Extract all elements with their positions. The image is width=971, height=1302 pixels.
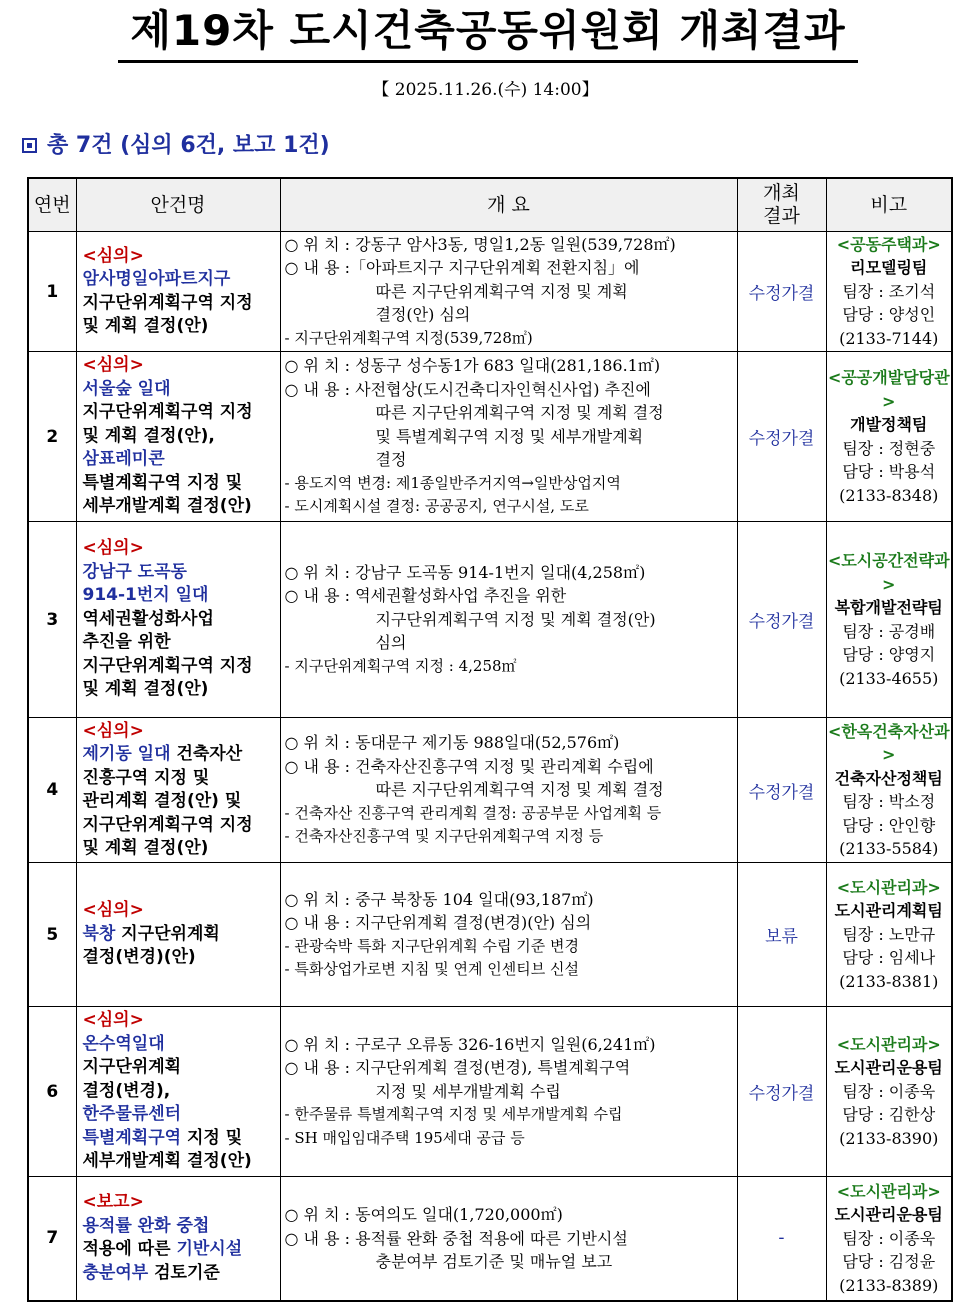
agenda-overview	[280, 352, 737, 522]
contact-note	[826, 1007, 952, 1177]
overview-line: ○ 내 용 : 사전협상(도시건축디자인혁신사업) 추진에	[284, 379, 651, 399]
agenda-table	[27, 177, 953, 1302]
agenda-overview	[280, 1007, 737, 1177]
page-title: 제19차 도시건축공동위원회 개최결과	[130, 6, 846, 55]
staff-contact: 담당 : 박용석	[842, 462, 936, 481]
header-note: 비고	[826, 178, 952, 232]
agenda-name-line: 결정(변경)(안)	[82, 947, 196, 968]
phone-number: (2133-8390)	[839, 1128, 939, 1148]
overview-line: ○ 내 용 : 지구단위계획 결정(변경)(안) 심의	[284, 913, 592, 932]
row-number: 3	[28, 522, 76, 718]
agenda-name-line: <심의>	[82, 900, 144, 921]
team-name: 리모델링팀	[850, 258, 928, 278]
phone-number: (2133-8381)	[839, 971, 939, 991]
overview-line: - 용도지역 변경: 제1종일반주거지역→일반상업지역	[284, 473, 621, 492]
row-number: 7	[28, 1177, 76, 1301]
overview-line: - 건축자산진흥구역 및 지구단위계획구역 지정 등	[284, 827, 604, 846]
agenda-name	[76, 1177, 280, 1301]
overview-line: ○ 위 치 : 동대문구 제기동 988일대(52,576㎡)	[284, 733, 620, 753]
agenda-name-line: <심의>	[82, 245, 144, 266]
team-lead: 팀장 : 이종욱	[842, 1228, 936, 1248]
agenda-name-line: 제기동 일대 건축자산	[82, 744, 243, 764]
contact-note	[826, 718, 952, 863]
contact-note	[826, 1177, 952, 1301]
table-header-row	[28, 178, 952, 232]
row-number: 4	[28, 718, 76, 863]
overview-line: 결정(안) 심의	[375, 305, 471, 325]
agenda-name-line: 특별계획구역 지정 및	[82, 1127, 243, 1148]
agenda-name-line: 지구단위계획구역 지정	[82, 655, 253, 676]
summary-line	[22, 128, 330, 159]
staff-contact: 담당 : 김정윤	[842, 1252, 936, 1271]
agenda-overview	[280, 1177, 737, 1301]
agenda-name-line: 암사명일아파트지구	[82, 269, 231, 289]
overview-line: 따른 지구단위계획구역 지정 및 계획 결정	[375, 403, 664, 423]
overview-line: - 관광숙박 특화 지구단위계획 수립 기준 변경	[284, 936, 579, 955]
agenda-name-line: <보고>	[82, 1192, 144, 1213]
team-name: 건축자산정책팀	[834, 768, 943, 788]
phone-number: (2133-8348)	[839, 485, 939, 505]
table-row	[28, 522, 952, 718]
team-name: 도시관리계획팀	[834, 901, 943, 921]
agenda-name-line: <심의>	[82, 538, 144, 559]
contact-note	[826, 352, 952, 522]
row-number: 2	[28, 352, 76, 522]
agenda-name-line: 한주물류센터	[82, 1104, 182, 1125]
overview-line: - SH 매입임대주택 195세대 공급 등	[284, 1128, 525, 1147]
overview-line: ○ 위 치 : 강남구 도곡동 914-1번지 일대(4,258㎡)	[284, 562, 646, 582]
agenda-name-line: 및 계획 결정(안)	[82, 679, 209, 700]
contact-note	[826, 522, 952, 718]
team-lead: 팀장 : 박소정	[842, 792, 936, 811]
overview-line: - 지구단위계획구역 지정 : 4,258㎡	[284, 656, 517, 675]
agenda-name-line: 지구단위계획구역 지정	[82, 292, 253, 313]
overview-line: ○ 내 용 :「아파트지구 지구단위계획 전환지침」에	[284, 258, 640, 278]
agenda-name-line: 적용에 따른 기반시설	[82, 1239, 243, 1260]
team-lead: 팀장 : 노만규	[842, 924, 936, 944]
title-underline	[118, 60, 858, 63]
phone-number: (2133-4655)	[839, 668, 939, 688]
overview-line: ○ 내 용 : 역세권활성화사업 추진을 위한	[284, 586, 567, 606]
overview-line: - 도시계획시설 결정: 공공공지, 연구시설, 도로	[284, 497, 589, 516]
agenda-overview	[280, 232, 737, 352]
agenda-name-line: 및 계획 결정(안)	[82, 838, 209, 858]
row-number: 6	[28, 1007, 76, 1177]
table-row	[28, 352, 952, 522]
staff-contact: 담당 : 양성인	[842, 305, 936, 325]
phone-number: (2133-8389)	[839, 1275, 939, 1295]
agenda-name	[76, 863, 280, 1007]
agenda-name-line: <심의>	[82, 1010, 144, 1031]
overview-line: - 한주물류 특별계획구역 지정 및 세부개발계획 수립	[284, 1105, 623, 1124]
department-name: <도시관리과>	[836, 1181, 941, 1201]
overview-line: 충분여부 검토기준 및 매뉴얼 보고	[375, 1252, 613, 1271]
agenda-name-line: 충분여부 검토기준	[82, 1262, 220, 1283]
square-bullet-icon	[22, 138, 37, 153]
agenda-name-line: 용적률 완화 중첩	[82, 1215, 210, 1236]
department-name: <한옥건축자산과>	[827, 721, 950, 764]
meeting-result: 수정가결	[737, 522, 826, 718]
agenda-overview	[280, 522, 737, 718]
meeting-result: 수정가결	[737, 1007, 826, 1177]
row-number: 5	[28, 863, 76, 1007]
overview-line: 지정 및 세부개발계획 수립	[375, 1081, 561, 1101]
agenda-name-line: 지구단위계획구역 지정	[82, 402, 253, 423]
header-no: 연번	[28, 178, 76, 232]
department-name: <도시관리과>	[836, 1034, 941, 1054]
staff-contact: 담당 : 안인향	[842, 815, 936, 835]
department-name: <공공개발담당관>	[827, 368, 950, 411]
agenda-name-line: 강남구 도곡동	[82, 561, 187, 582]
overview-line: ○ 내 용 : 지구단위계획 결정(변경), 특별계획구역	[284, 1058, 631, 1078]
meeting-result: 수정가결	[737, 232, 826, 352]
agenda-name-line: 삼표레미콘	[82, 449, 165, 470]
overview-line: ○ 내 용 : 건축자산진흥구역 지정 및 관리계획 수립에	[284, 756, 654, 776]
department-name: <도시공간전략과>	[827, 551, 950, 594]
overview-line: ○ 위 치 : 성동구 성수동1가 683 일대(281,186.1㎡)	[284, 356, 661, 376]
agenda-name	[76, 232, 280, 352]
table-row	[28, 718, 952, 863]
agenda-name-line: 관리계획 결정(안) 및	[82, 791, 242, 811]
contact-note	[826, 232, 952, 352]
agenda-overview	[280, 718, 737, 863]
staff-contact: 담당 : 김한상	[842, 1105, 936, 1125]
meeting-result: 보류	[737, 863, 826, 1007]
contact-note	[826, 863, 952, 1007]
team-lead: 팀장 : 이종욱	[842, 1081, 936, 1101]
team-lead: 팀장 : 조기석	[842, 281, 936, 301]
team-lead: 팀장 : 정현중	[842, 438, 936, 458]
phone-number: (2133-5584)	[839, 839, 939, 858]
overview-line: ○ 위 치 : 중구 북창동 104 일대(93,187㎡)	[284, 889, 594, 909]
header-overview: 개 요	[280, 178, 737, 232]
team-name: 도시관리운용팀	[834, 1058, 943, 1078]
summary-text: 총 7건 (심의 6건, 보고 1건)	[47, 133, 330, 158]
agenda-name-line: 지구단위계획	[82, 1057, 182, 1078]
team-name: 도시관리운용팀	[834, 1205, 943, 1224]
overview-line: 심의	[375, 633, 407, 653]
agenda-name-line: 서울숲 일대	[82, 378, 171, 399]
department-name: <도시관리과>	[836, 877, 941, 897]
agenda-name	[76, 522, 280, 718]
overview-line: - 건축자산 진흥구역 관리계획 결정: 공공부문 사업계획 등	[284, 803, 662, 822]
overview-line: 지구단위계획구역 지정 및 계획 결정(안)	[375, 609, 656, 629]
meeting-result: 수정가결	[737, 718, 826, 863]
agenda-name	[76, 718, 280, 863]
agenda-name-line: 지구단위계획구역 지정	[82, 814, 253, 835]
agenda-name	[76, 1007, 280, 1177]
header-result: 개최 결과	[737, 178, 826, 232]
overview-line: 및 특별계획구역 지정 및 세부개발계획	[375, 426, 644, 446]
agenda-name-line: <심의>	[82, 720, 144, 741]
team-name: 개발정책팀	[850, 415, 928, 434]
team-lead: 팀장 : 공경배	[842, 621, 936, 641]
table-row	[28, 863, 952, 1007]
agenda-name-line: 및 계획 결정(안),	[82, 425, 215, 446]
overview-line: ○ 위 치 : 강동구 암사3동, 명일1,2동 일원(539,728㎡)	[284, 234, 676, 254]
meeting-date: 【 2025.11.26.(수) 14:00】	[372, 80, 599, 100]
table-row	[28, 232, 952, 352]
overview-line: 결정	[375, 450, 407, 470]
table-row	[28, 1177, 952, 1301]
overview-line: ○ 위 치 : 구로구 오류동 326-16번지 일원(6,241㎡)	[284, 1034, 656, 1054]
overview-line: ○ 위 치 : 동여의도 일대(1,720,000㎡)	[284, 1205, 563, 1224]
overview-line: - 특화상업가로변 지침 및 연계 인센티브 신설	[284, 960, 579, 978]
agenda-name	[76, 352, 280, 522]
meeting-result: 수정가결	[737, 352, 826, 522]
overview-line: - 지구단위계획구역 지정(539,728㎡)	[284, 328, 533, 347]
team-name: 복합개발전략팀	[834, 598, 943, 617]
staff-contact: 담당 : 임세나	[842, 948, 936, 968]
agenda-name-line: 914-1번지 일대	[82, 585, 209, 606]
agenda-name-line: 특별계획구역 지정 및	[82, 472, 243, 493]
staff-contact: 담당 : 양영지	[842, 645, 936, 664]
overview-line: 따른 지구단위계획구역 지정 및 계획	[375, 281, 628, 301]
agenda-name-line: <심의>	[82, 355, 144, 376]
agenda-name-line: 세부개발계획 결정(안)	[82, 1151, 252, 1172]
agenda-name-line: 추진을 위한	[82, 632, 171, 653]
table-row	[28, 1007, 952, 1177]
agenda-name-line: 역세권활성화사업	[82, 608, 214, 629]
phone-number: (2133-7144)	[839, 328, 939, 348]
agenda-name-line: 세부개발계획 결정(안)	[82, 496, 252, 517]
header-name: 안건명	[76, 178, 280, 232]
agenda-name-line: 결정(변경),	[82, 1080, 171, 1101]
agenda-overview	[280, 863, 737, 1007]
agenda-name-line: 진흥구역 지정 및	[82, 767, 210, 788]
agenda-name-line: 및 계획 결정(안)	[82, 316, 209, 336]
overview-line: 따른 지구단위계획구역 지정 및 계획 결정	[375, 780, 664, 800]
row-number: 1	[28, 232, 76, 352]
agenda-name-line: 북창 지구단위계획	[82, 923, 220, 944]
overview-line: ○ 내 용 : 용적률 완화 중첩 적용에 따른 기반시설	[284, 1228, 628, 1248]
agenda-name-line: 온수역일대	[82, 1033, 165, 1054]
meeting-result: -	[737, 1177, 826, 1301]
department-name: <공동주택과>	[836, 234, 941, 254]
